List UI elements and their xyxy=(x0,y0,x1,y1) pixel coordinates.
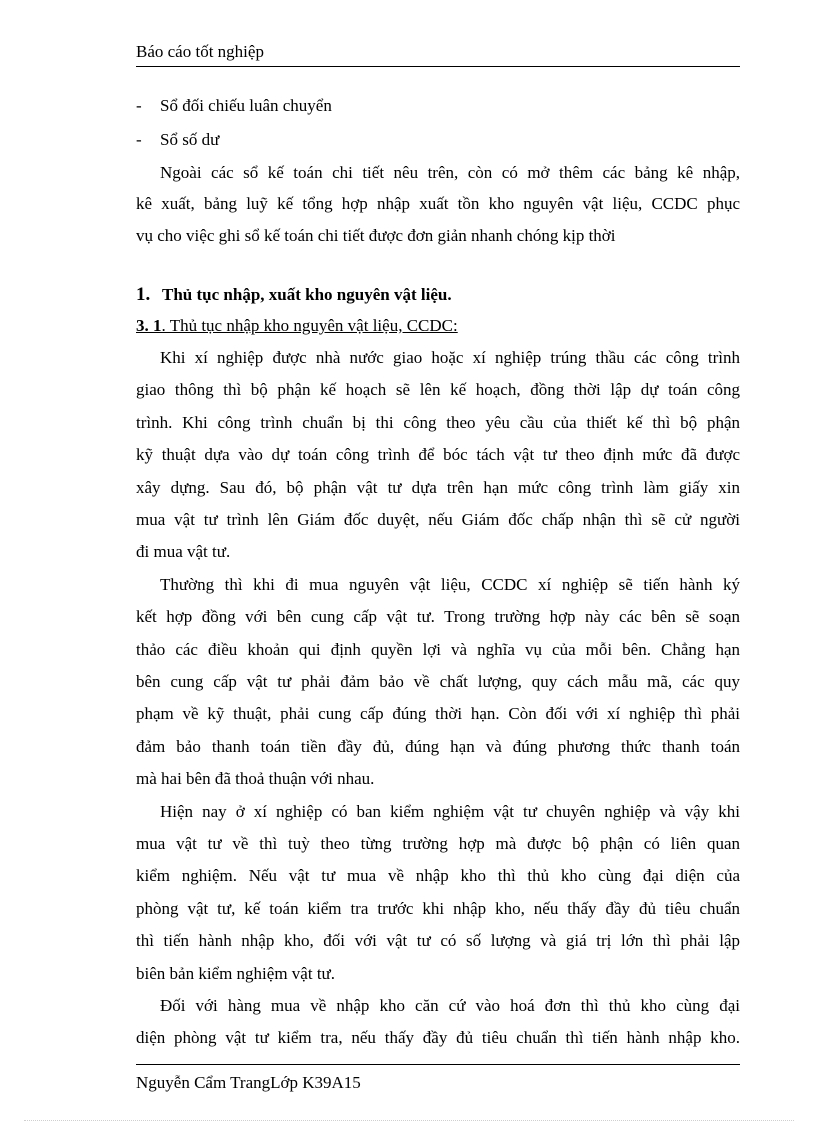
text-line: diện phòng vật tư kiểm tra, nếu thấy đầy đủ tiêu chuẩn thì tiến hành nhập kho. xyxy=(136,1028,740,1047)
text-line: vụ cho việc ghi sổ kế toán chi tiết được đơn giản nhanh chóng kịp thời xyxy=(136,226,616,245)
page-footer xyxy=(136,1064,740,1093)
subsection-number: 3. 1 xyxy=(136,316,162,335)
bullet-item xyxy=(136,128,219,152)
bullet-text: Sổ đối chiếu luân chuyển xyxy=(160,96,332,115)
text-line: đảm bảo thanh toán tiền đầy đủ, đúng hạn và đúng phương thức thanh toán xyxy=(136,737,740,756)
bullet-text: Sổ số dư xyxy=(160,130,220,149)
text-line: thảo các điều khoản qui định quyền lợi và nghĩa vụ của mỗi bên. Chẳng hạn xyxy=(136,640,740,659)
subsection-title: . Thủ tục nhập kho nguyên vật liệu, CCDC: xyxy=(161,316,458,335)
text-line: mà hai bên đã thoả thuận với nhau. xyxy=(136,769,375,788)
bullet-dash: - xyxy=(136,96,142,115)
page-header xyxy=(136,42,740,67)
subsection-heading xyxy=(136,314,458,338)
text-line: kiểm nghiệm. Nếu vật tư mua về nhập kho thì thủ kho cùng đại diện của xyxy=(136,866,740,885)
text-line: Hiện nay ở xí nghiệp có ban kiểm nghiệm vật tư chuyên nghiệp và vậy khi xyxy=(160,802,740,821)
bullet-item xyxy=(136,94,332,118)
text-line: Khi xí nghiệp được nhà nước giao hoặc xí nghiệp trúng thầu các công trình xyxy=(160,348,740,367)
section-number: 1. xyxy=(136,284,151,305)
text-line: kỹ thuật dựa vào dự toán công trình để bóc tách vật tư theo định mức đã được xyxy=(136,445,740,464)
text-line: bên cung cấp vật tư phải đảm bảo về chất lượng, quy cách mẫu mã, các quy xyxy=(136,672,740,691)
bullet-dash: - xyxy=(136,130,142,149)
text-line: Đối với hàng mua về nhập kho căn cứ vào hoá đơn thì thủ kho cùng đại xyxy=(160,996,740,1015)
text-line: kết hợp đồng với bên cung cấp vật tư. Trong trường hợp này các bên sẽ soạn xyxy=(136,607,740,626)
text-line: phạm về kỹ thuật, phải cung cấp đúng thời hạn. Còn đối với xí nghiệp thì phải xyxy=(136,704,740,723)
text-line: phòng vật tư, kế toán kiểm tra trước khi nhập kho, nếu thấy đầy đủ tiêu chuẩn xyxy=(136,899,740,918)
text-line: trình. Khi công trình chuẩn bị thi công theo yêu cầu của thiết kế thì bộ phận xyxy=(136,413,740,432)
footer-text: Nguyễn Cẩm TrangLớp K39A15 xyxy=(136,1073,361,1092)
text-line: mua vật tư trình lên Giám đốc duyệt, nếu Giám đốc chấp nhận thì sẽ cử người xyxy=(136,510,740,529)
section-title: Thủ tục nhập, xuất kho nguyên vật liệu. xyxy=(162,285,452,304)
text-line: Ngoài các sổ kế toán chi tiết nêu trên, còn có mở thêm các bảng kê nhập, xyxy=(160,163,740,182)
text-line: biên bản kiểm nghiệm vật tư. xyxy=(136,964,336,983)
text-line: mua vật tư về thì tuỳ theo từng trường hợp mà được bộ phận có liên quan xyxy=(136,834,740,853)
text-line: Thường thì khi đi mua nguyên vật liệu, CCDC xí nghiệp sẽ tiến hành ký xyxy=(160,575,740,594)
text-line: thì tiến hành nhập kho, đối với vật tư có số lượng và giá trị lớn thì phải lập xyxy=(136,931,740,950)
text-line: giao thông thì bộ phận kế hoạch sẽ lên kế hoạch, đồng thời lập dự toán công xyxy=(136,380,740,399)
text-line: đi mua vật tư. xyxy=(136,542,231,561)
text-line: xây dựng. Sau đó, bộ phận vật tư dựa trên hạn mức công trình làm giấy xin xyxy=(136,478,740,497)
header-title: Báo cáo tốt nghiệp xyxy=(136,42,264,61)
page-bottom-divider xyxy=(24,1120,794,1121)
text-line: kê xuất, bảng luỹ kế tổng hợp nhập xuất tồn kho nguyên vật liệu, CCDC phục xyxy=(136,194,740,213)
section-heading xyxy=(136,283,452,307)
